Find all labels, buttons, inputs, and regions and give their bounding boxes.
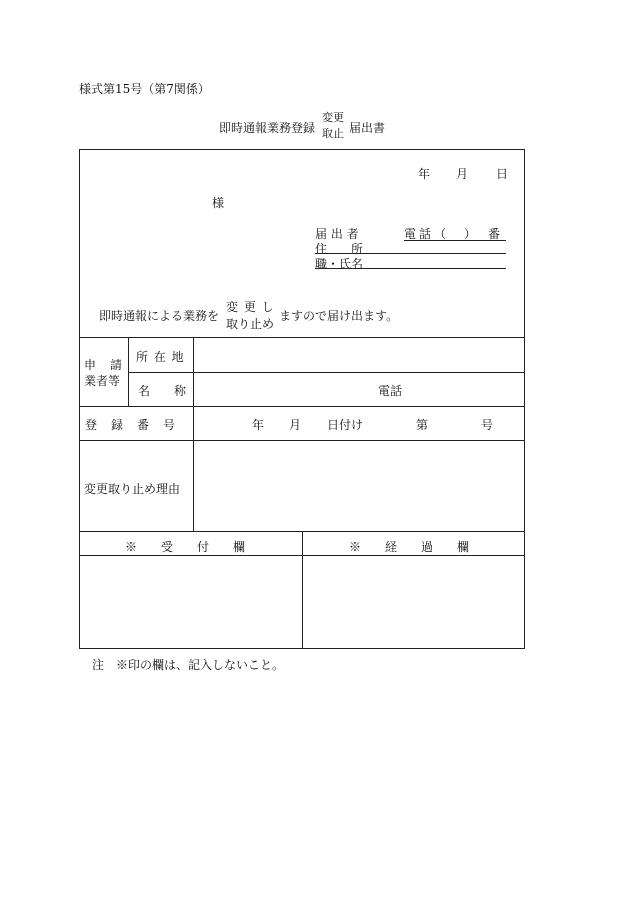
registration-date-label: 日付け: [327, 418, 364, 432]
statement-suffix: ますので届け出ます。: [279, 309, 399, 323]
reception-header: ※ 受 付 欄: [125, 540, 246, 554]
company-phone-label: 電話: [378, 384, 403, 398]
applicant-label: 届 出 者: [315, 227, 359, 241]
registration-no-suffix: 号: [481, 418, 494, 432]
title-prefix: 即時通報業務登録: [219, 121, 316, 135]
applicant-group-label-line2: 業者等: [84, 374, 121, 388]
statement-option-change: 変 更 し: [226, 300, 275, 314]
title-suffix: 届出書: [349, 121, 386, 135]
statement-option-cancel: 取り止め: [226, 317, 275, 331]
company-name-label: 名 称: [138, 384, 187, 398]
title-option-cancel: 取止: [322, 127, 344, 140]
registration-month-label: 月: [289, 418, 302, 432]
table-top-line: [79, 337, 525, 338]
registration-number-label: 登 録 番 号: [85, 418, 177, 432]
date-year-label: 年: [418, 167, 431, 181]
phone-underline: [404, 240, 506, 241]
date-month-label: 月: [456, 167, 469, 181]
applicant-group-label-line1: 申 請: [84, 358, 124, 372]
reason-label: 変更取り止め理由: [84, 482, 181, 496]
registration-top-line: [79, 406, 525, 407]
applicant-phone-label: 電話（ ） 番: [404, 227, 504, 241]
applicant-row-divider: [128, 372, 525, 373]
reception-column-divider: [302, 531, 303, 649]
applicant-address-label: 住 所: [315, 242, 364, 256]
location-label: 所 在 地: [136, 350, 185, 364]
addressee-suffix: 様: [212, 196, 225, 210]
registration-no-prefix: 第: [416, 418, 429, 432]
title-option-change: 変更: [322, 111, 344, 124]
footer-note: 注 ※印の欄は、記入しないこと。: [92, 658, 285, 672]
applicant-name-label: 職・氏名: [315, 257, 364, 271]
form-number: 様式第15号（第7関係）: [79, 82, 210, 96]
group-label-divider: [128, 337, 129, 406]
address-underline: [315, 253, 506, 254]
statement-prefix: 即時通報による業務を: [99, 309, 220, 323]
reason-top-line: [79, 440, 525, 441]
registration-year-label: 年: [252, 418, 265, 432]
name-underline: [315, 268, 506, 269]
progress-header: ※ 経 過 欄: [349, 540, 470, 554]
date-day-label: 日: [496, 167, 509, 181]
label-column-divider: [193, 337, 194, 531]
